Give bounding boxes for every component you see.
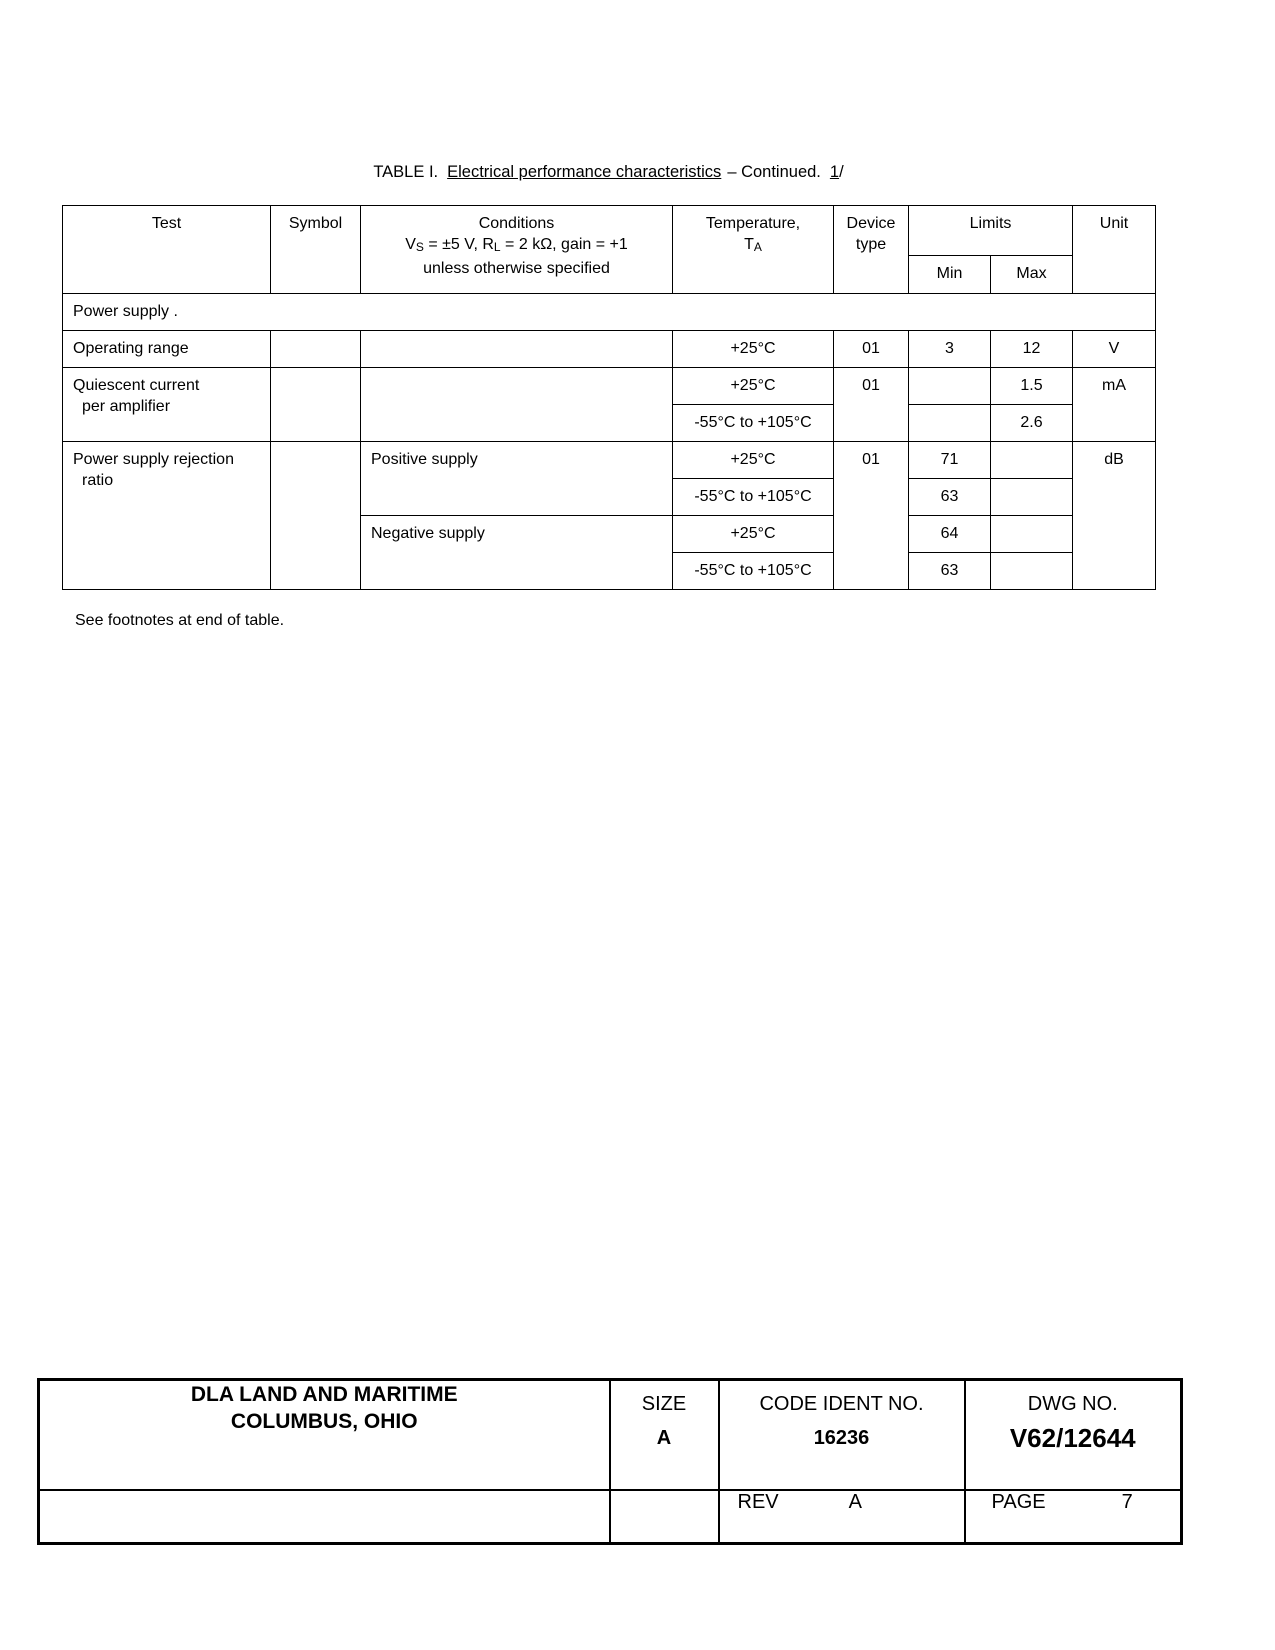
unit-cell: mA <box>1073 368 1156 442</box>
min-cell: 63 <box>909 553 991 590</box>
drawing-title-block <box>37 1378 1183 1545</box>
page-number: 7 <box>1121 1490 1133 1513</box>
symbol-cell <box>271 442 361 590</box>
organization-cell <box>39 1380 610 1490</box>
temperature-cell: +25°C <box>673 442 834 479</box>
footnote-text: See footnotes at end of table. <box>75 612 285 629</box>
max-cell: 12 <box>991 331 1073 368</box>
conditions-cell: Negative supply <box>361 516 673 590</box>
min-cell: 63 <box>909 479 991 516</box>
table-title-underlined: Electrical performance characteristics <box>447 163 722 181</box>
max-cell <box>991 553 1073 590</box>
temperature-symbol <box>679 234 827 258</box>
min-cell <box>909 368 991 405</box>
organization-name: DLA LAND AND MARITIME <box>190 1383 458 1406</box>
table-title <box>62 163 1155 182</box>
temperature-cell: +25°C <box>673 368 834 405</box>
test-cell <box>63 368 271 442</box>
symbol-cell <box>271 368 361 442</box>
col-header-device-type <box>834 206 909 294</box>
organization-location: COLUMBUS, OHIO <box>230 1410 418 1433</box>
col-header-temperature <box>673 206 834 294</box>
conditions-note: unless otherwise specified <box>423 260 610 277</box>
cond-part: V <box>405 236 416 253</box>
col-header-min: Min <box>909 256 991 294</box>
size-cell <box>610 1380 719 1490</box>
temp-subscript: A <box>753 240 762 254</box>
code-ident-label: CODE IDENT NO. <box>759 1393 924 1415</box>
min-cell <box>909 405 991 442</box>
max-cell <box>991 516 1073 553</box>
cond-subscript: L <box>493 240 501 254</box>
test-cell: Operating range <box>63 331 271 368</box>
dwg-no-label: DWG NO. <box>1027 1393 1118 1415</box>
rev-value: A <box>848 1490 862 1513</box>
temperature-cell: +25°C <box>673 331 834 368</box>
size-value: A <box>656 1427 672 1449</box>
col-header-test: Test <box>63 206 271 294</box>
max-cell: 1.5 <box>991 368 1073 405</box>
device-label-line2: type <box>855 236 887 253</box>
table-title-prefix: TABLE I. <box>373 163 439 181</box>
cond-part: = ±5 V, R <box>423 236 494 253</box>
page-row <box>966 1491 1181 1514</box>
table-title-footnote-slash: / <box>839 163 844 181</box>
col-header-conditions <box>361 206 673 294</box>
section-row-power-supply: Power supply . <box>63 294 1156 331</box>
col-header-symbol: Symbol <box>271 206 361 294</box>
temp-part: T <box>744 236 754 253</box>
conditions-formula <box>367 234 666 258</box>
dwg-no-cell <box>965 1380 1182 1490</box>
conditions-cell <box>361 331 673 368</box>
max-cell <box>991 479 1073 516</box>
code-ident-value: 16236 <box>813 1427 870 1449</box>
temperature-cell: +25°C <box>673 516 834 553</box>
min-cell: 3 <box>909 331 991 368</box>
rev-cell <box>719 1490 965 1544</box>
title-block-empty-cell <box>39 1490 610 1544</box>
unit-cell: V <box>1073 331 1156 368</box>
temperature-cell: -55°C to +105°C <box>673 405 834 442</box>
test-line1: Quiescent current <box>73 377 200 394</box>
rev-row <box>720 1491 964 1514</box>
cond-subscript: S <box>415 240 424 254</box>
min-cell: 64 <box>909 516 991 553</box>
col-header-max: Max <box>991 256 1073 294</box>
device-cell: 01 <box>834 368 909 442</box>
page-label: PAGE <box>991 1490 1046 1513</box>
symbol-cell <box>271 331 361 368</box>
test-line2: ratio <box>82 472 114 489</box>
col-header-limits: Limits <box>909 206 1073 256</box>
conditions-label: Conditions <box>478 215 555 232</box>
electrical-characteristics-table <box>62 205 1156 590</box>
cond-part: = 2 kΩ, gain = +1 <box>500 236 628 253</box>
title-block-empty-cell <box>610 1490 719 1544</box>
temperature-cell: -55°C to +105°C <box>673 479 834 516</box>
temperature-cell: -55°C to +105°C <box>673 553 834 590</box>
device-cell: 01 <box>834 331 909 368</box>
device-cell: 01 <box>834 442 909 590</box>
test-line1: Power supply rejection <box>73 451 234 468</box>
temperature-label: Temperature, <box>705 215 801 232</box>
unit-cell: dB <box>1073 442 1156 590</box>
device-label-line1: Device <box>846 215 896 232</box>
conditions-cell <box>361 368 673 442</box>
dwg-no-value: V62/12644 <box>1009 1423 1136 1453</box>
test-line2: per amplifier <box>82 398 171 415</box>
max-cell: 2.6 <box>991 405 1073 442</box>
code-ident-cell <box>719 1380 965 1490</box>
min-cell: 71 <box>909 442 991 479</box>
rev-label: REV <box>737 1490 779 1513</box>
table-title-suffix: – Continued. <box>727 163 821 181</box>
max-cell <box>991 442 1073 479</box>
table-title-footnote-number: 1 <box>829 163 840 181</box>
size-label: SIZE <box>641 1393 687 1415</box>
col-header-unit: Unit <box>1073 206 1156 294</box>
test-cell <box>63 442 271 590</box>
conditions-cell: Positive supply <box>361 442 673 516</box>
page-cell <box>965 1490 1182 1544</box>
